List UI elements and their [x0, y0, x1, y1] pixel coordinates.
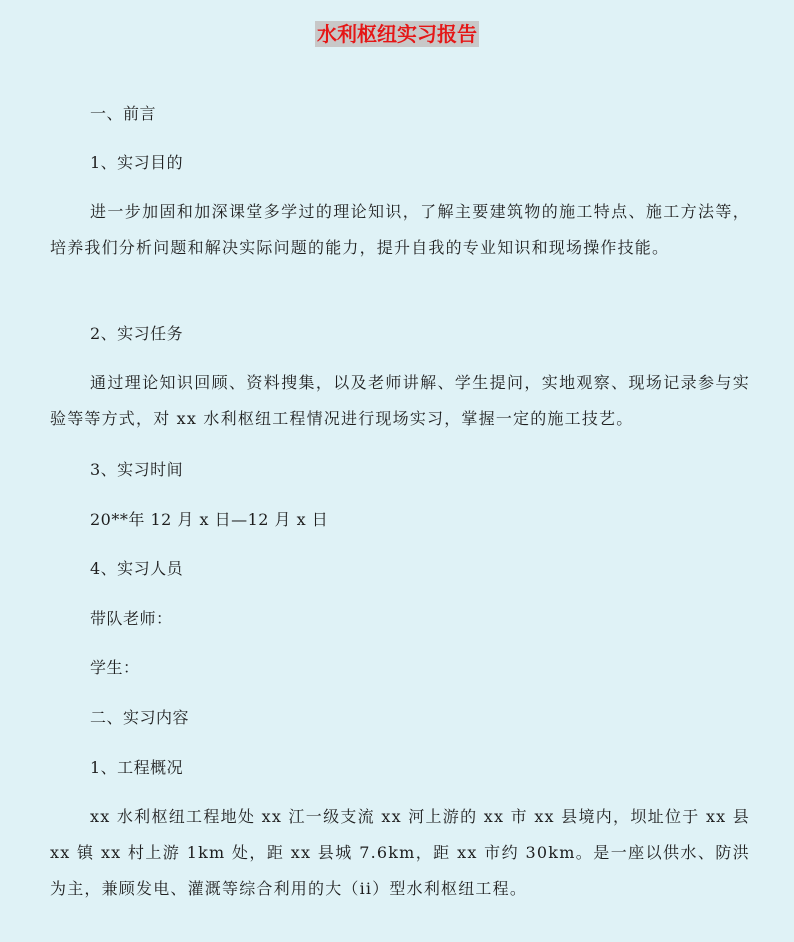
student-label: 学生：: [90, 658, 140, 677]
content-heading: 二、实习内容: [90, 708, 190, 727]
teacher-label: 带队老师：: [90, 609, 173, 628]
purpose-paragraph: 进一步加固和加深课堂多学过的理论知识，了解主要建筑物的施工特点、施工方法等，培养我们分析问题和解决实际问题的能力，提升自我的专业知识和现场操作技能。: [50, 202, 750, 257]
task-paragraph: 通过理论知识回顾、资料搜集，以及老师讲解、学生提问，实地观察、现场记录参与实验等等方式，对 xx 水利枢纽工程情况进行现场实习，掌握一定的施工技艺。: [50, 373, 750, 428]
people-heading: 4、实习人员: [90, 559, 184, 578]
time-heading: 3、实习时间: [90, 460, 184, 479]
document-title-text: 水利枢纽实习报告: [317, 22, 477, 46]
purpose-heading: 1、实习目的: [90, 153, 184, 172]
overview-paragraph: xx 水利枢纽工程地处 xx 江一级支流 xx 河上游的 xx 市 xx 县境内，坝址位于 xx 县 xx 镇 xx 村上游 1km 处，距 xx 县城 7.6km，距 xx 市约 30km。是一座以供水、防洪为主，兼顾发电、灌溉等综合利用的大（ii）型水利枢纽工程。: [50, 807, 750, 898]
time-text: 20**年 12 月 x 日—12 月 x 日: [90, 510, 329, 529]
overview-heading: 1、工程概况: [90, 758, 184, 777]
task-heading: 2、实习任务: [90, 324, 184, 343]
document-title: [0, 20, 794, 48]
preface-heading: 一、前言: [90, 104, 157, 123]
